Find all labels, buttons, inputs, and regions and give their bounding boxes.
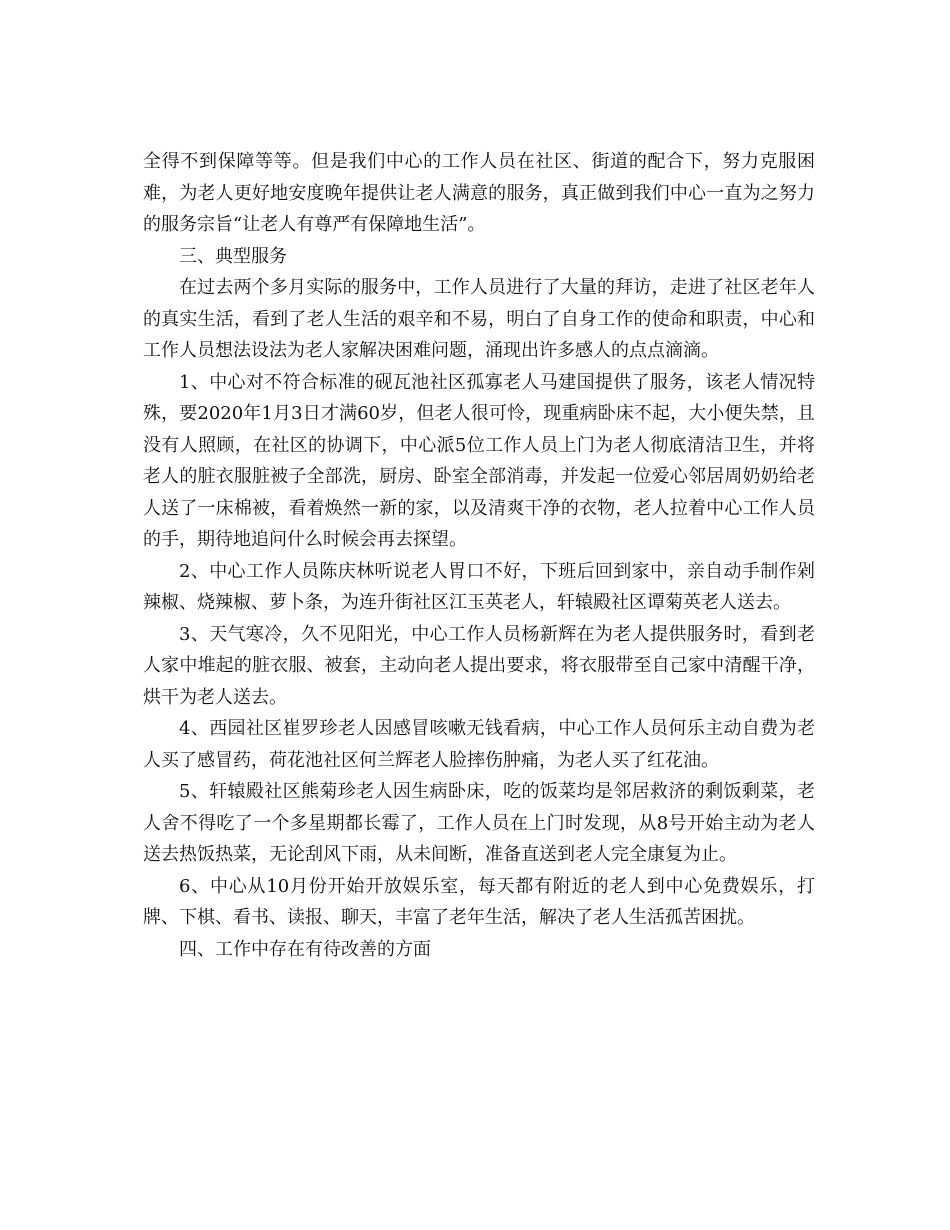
- paragraph: 在过去两个多月实际的服务中，工作人员进行了大量的拜访，走进了社区老年人的真实生活，看到了老人生活的艰辛和不易，明白了自身工作的使命和职责，中心和工作人员想法设法为老人家解决困难问题，涌现出许多感人的点点滴滴。: [143, 277, 815, 361]
- paragraph: 5、轩辕殿社区熊菊珍老人因生病卧床，吃的饭菜均是邻居救济的剩饭剩菜，老人舍不得吃了一个多星期都长霉了，工作人员在上门时发现，从8号开始主动为老人送去热饭热菜，无论刮风下雨，从未间断，准备直送到老人完全康复为止。: [143, 781, 815, 865]
- paragraph: 3、天气寒冷，久不见阳光，中心工作人员杨新辉在为老人提供服务时，看到老人家中堆起的脏衣服、被套，主动向老人提出要求，将衣服带至自己家中清醒干净，烘干为老人送去。: [143, 623, 815, 708]
- paragraph: 2、中心工作人员陈庆林听说老人胃口不好，下班后回到家中，亲自动手制作剁辣椒、烧辣椒、萝卜条，为连升街社区江玉英老人，轩辕殿社区谭菊英老人送去。: [143, 560, 815, 613]
- section-heading: 三、典型服务: [179, 245, 287, 267]
- paragraph: 全得不到保障等等。但是我们中心的工作人员在社区、街道的配合下，努力克服困难，为老人更好地安度晚年提供让老人满意的服务，真正做到我们中心一直为之努力的服务宗旨“让老人有尊严有保障地生活”。: [143, 151, 815, 235]
- section-heading: 四、工作中存在有待改善的方面: [179, 938, 431, 960]
- paragraph: 4、西园社区崔罗珍老人因感冒咳嗽无钱看病，中心工作人员何乐主动自费为老人买了感冒药，荷花池社区何兰辉老人脸摔伤肿痛，为老人买了红花油。: [143, 718, 815, 771]
- paragraph: 6、中心从10月份开始开放娱乐室，每天都有附近的老人到中心免费娱乐，打牌、下棋、看书、读报、聊天，丰富了老年生活，解决了老人生活孤苦困扰。: [143, 875, 815, 928]
- document-body: [143, 146, 815, 965]
- paragraph: 1、中心对不符合标准的砚瓦池社区孤寡老人马建国提供了服务，该老人情况特殊，要2020年1月3日才满60岁，但老人很可怜，现重病卧床不起，大小便失禁，且没有人照顾，在社区的协调下，中心派5位工作人员上门为老人彻底清洁卫生，并将老人的脏衣服脏被子全部洗，厨房、卧室全部消毒，并发起一位爱心邻居周奶奶给老人送了一床棉被，看着焕然一新的家，以及清爽干净的衣物，老人拉着中心工作人员的手，期待地追问什么时候会再去探望。: [143, 371, 815, 550]
